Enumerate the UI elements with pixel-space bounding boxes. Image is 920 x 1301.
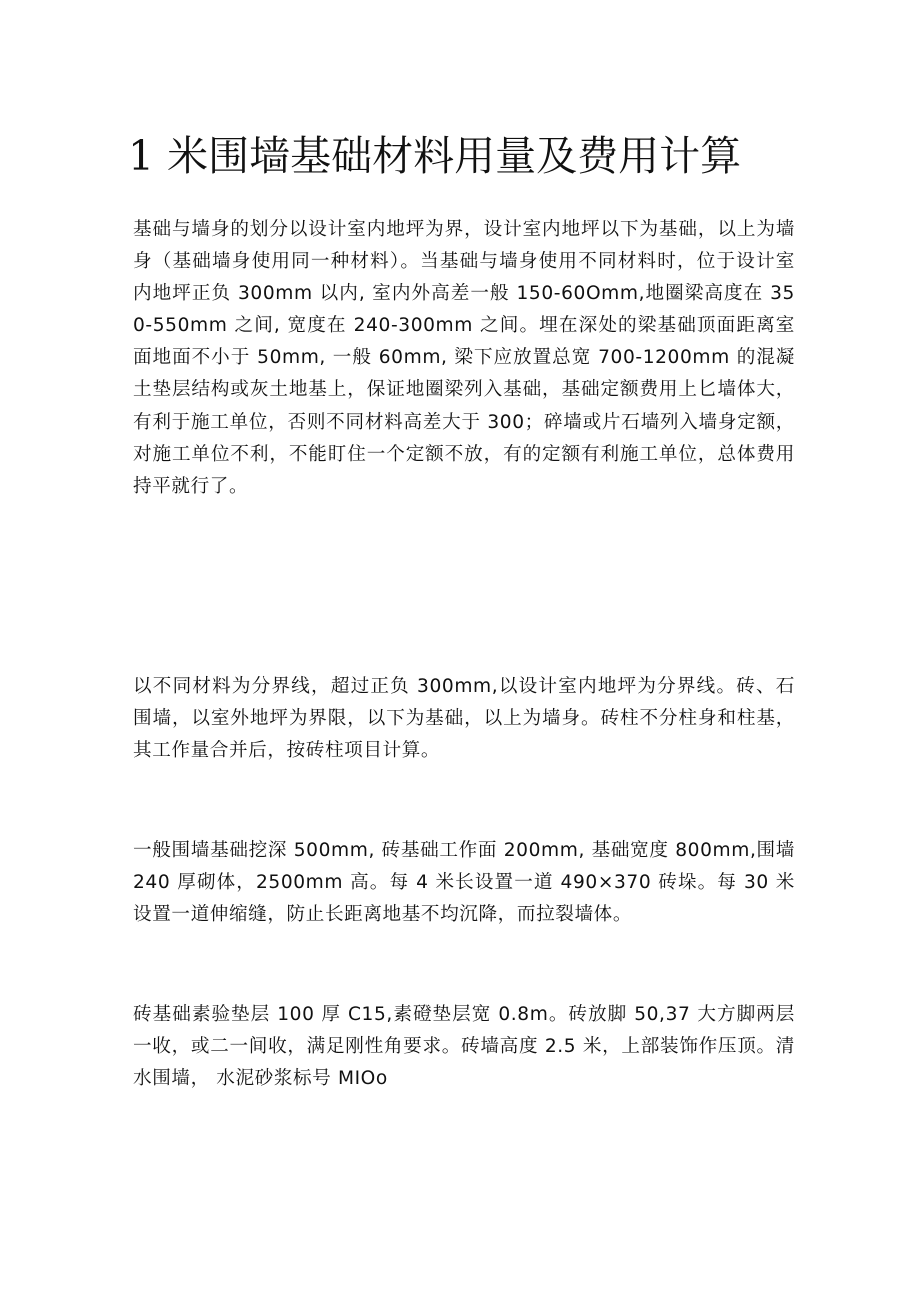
paragraph-foundation-wall-division: 基础与墙身的划分以设计室内地坪为界，设计室内地坪以下为基础，以上为墙身（基础墙身使用同一种材料）。当基础与墙身使用不同材料时，位于设计室内地坪正负 300mm 以内, 室内外高差一般 150-60Omm,地圈梁高度在 350-550mm 之间, 宽度在 240-300mm 之间。埋在深处的梁基础顶面距离室面地面不小于 50mm, 一般 60mm, 梁下应放置总宽 700-1200mm 的混凝土垫层结构或灰土地基上，保证地圈梁列入基础，基础定额费用上匕墙体大，有利于施工单位，否则不同材料高差大于 300；碎墙或片石墙列入墙身定额，对施工单位不利，不能盯住一个定额不放，有的定额有利施工单位，总体费用持平就行了。 xyxy=(133,219,795,497)
paragraph-cushion-and-mortar: 砖基础素验垫层 100 厚 C15,素磴垫层宽 0.8m。砖放脚 50,37 大方脚两层一收，或二一间收，满足刚性角要求。砖墙高度 2.5 米，上部装饰作压顶。清水围墙， 水泥砂浆标号 MIOo xyxy=(133,1004,795,1090)
paragraph-wall-dimensions: 一般围墙基础挖深 500mm, 砖基础工作面 200mm, 基础宽度 800mm,围墙 240 厚砌体，2500mm 高。每 4 米长设置一道 490×370 砖垛。每 30 米设置一道伸缩缝，防止长距离地基不均沉降，而拉裂墙体。 xyxy=(133,840,795,926)
paragraph-material-boundary: 以不同材料为分界线，超过正负 300mm,以设计室内地坪为分界线。砖、石围墙，以室外地坪为界限，以下为基础，以上为墙身。砖柱不分柱身和柱基，其工作量合并后，按砖柱项目计算。 xyxy=(133,676,795,762)
document-title: 1 米围墙基础材料用量及费用计算 xyxy=(128,132,742,180)
